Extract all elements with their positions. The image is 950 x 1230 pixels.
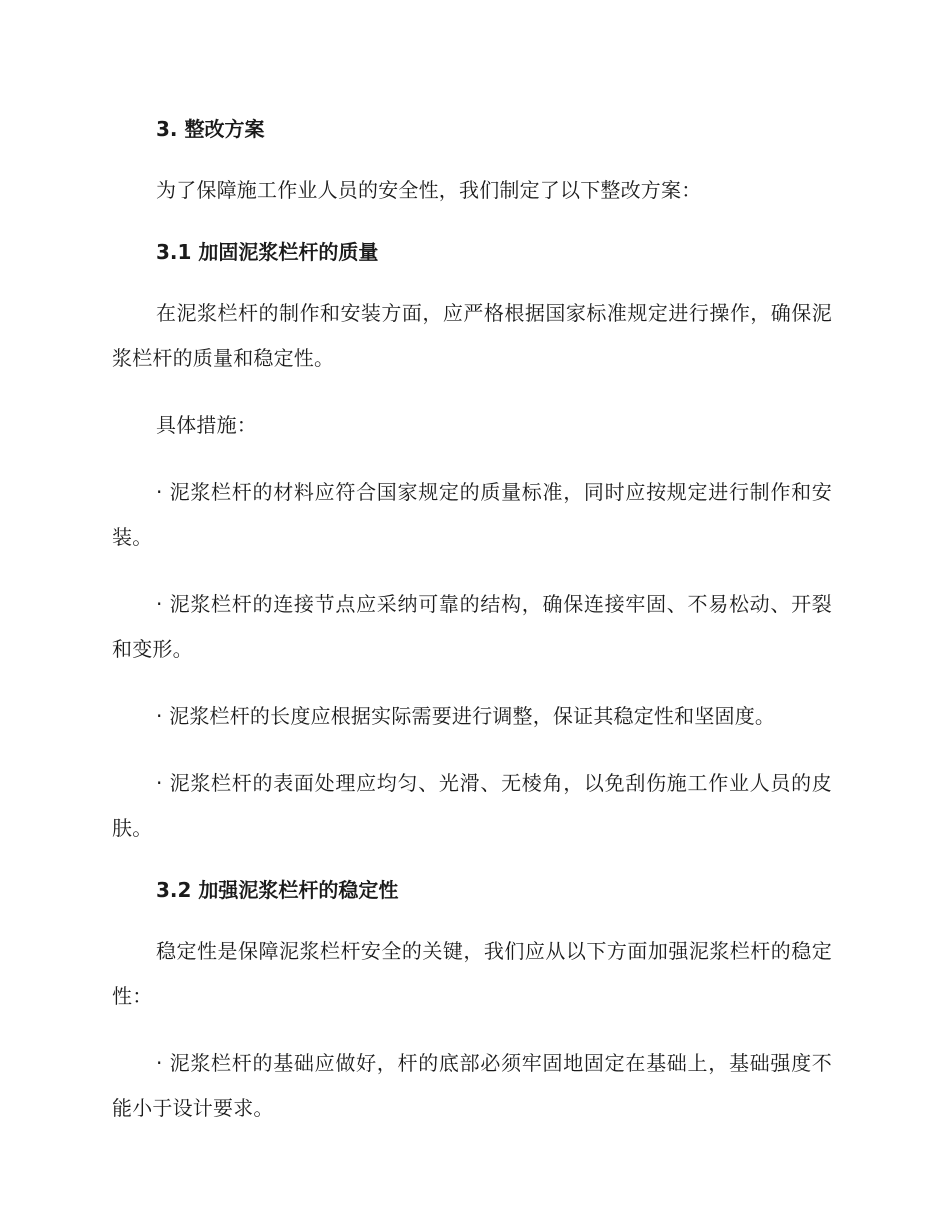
section-heading-3-2: 3.2 加强泥浆栏杆的稳定性 [156, 878, 399, 902]
section-heading-main: 3. 整改方案 [156, 117, 265, 141]
bullet-item-joints: · 泥浆栏杆的连接节点应采纳可靠的结构，确保连接牢固、不易松动、开裂和变形。 [112, 592, 832, 661]
section-heading-3-1: 3.1 加固泥浆栏杆的质量 [156, 240, 379, 264]
section-3-2-body: 稳定性是保障泥浆栏杆安全的关键，我们应从以下方面加强泥浆栏杆的稳定性： [112, 939, 832, 1008]
bullet-item-materials: · 泥浆栏杆的材料应符合国家规定的质量标准，同时应按规定进行制作和安装。 [112, 480, 832, 549]
section-3-1-body: 在泥浆栏杆的制作和安装方面，应严格根据国家标准规定进行操作，确保泥浆栏杆的质量和稳定性。 [112, 301, 832, 370]
measures-label: 具体措施： [156, 413, 257, 437]
bullet-item-foundation: · 泥浆栏杆的基础应做好，杆的底部必须牢固地固定在基础上，基础强度不能小于设计要求。 [112, 1051, 832, 1120]
bullet-item-length: · 泥浆栏杆的长度应根据实际需要进行调整，保证其稳定性和坚固度。 [156, 704, 776, 728]
intro-paragraph: 为了保障施工作业人员的安全性，我们制定了以下整改方案： [156, 178, 702, 202]
document-body [112, 112, 832, 1131]
bullet-item-surface: · 泥浆栏杆的表面处理应均匀、光滑、无棱角，以免刮伤施工作业人员的皮肤。 [112, 771, 832, 840]
